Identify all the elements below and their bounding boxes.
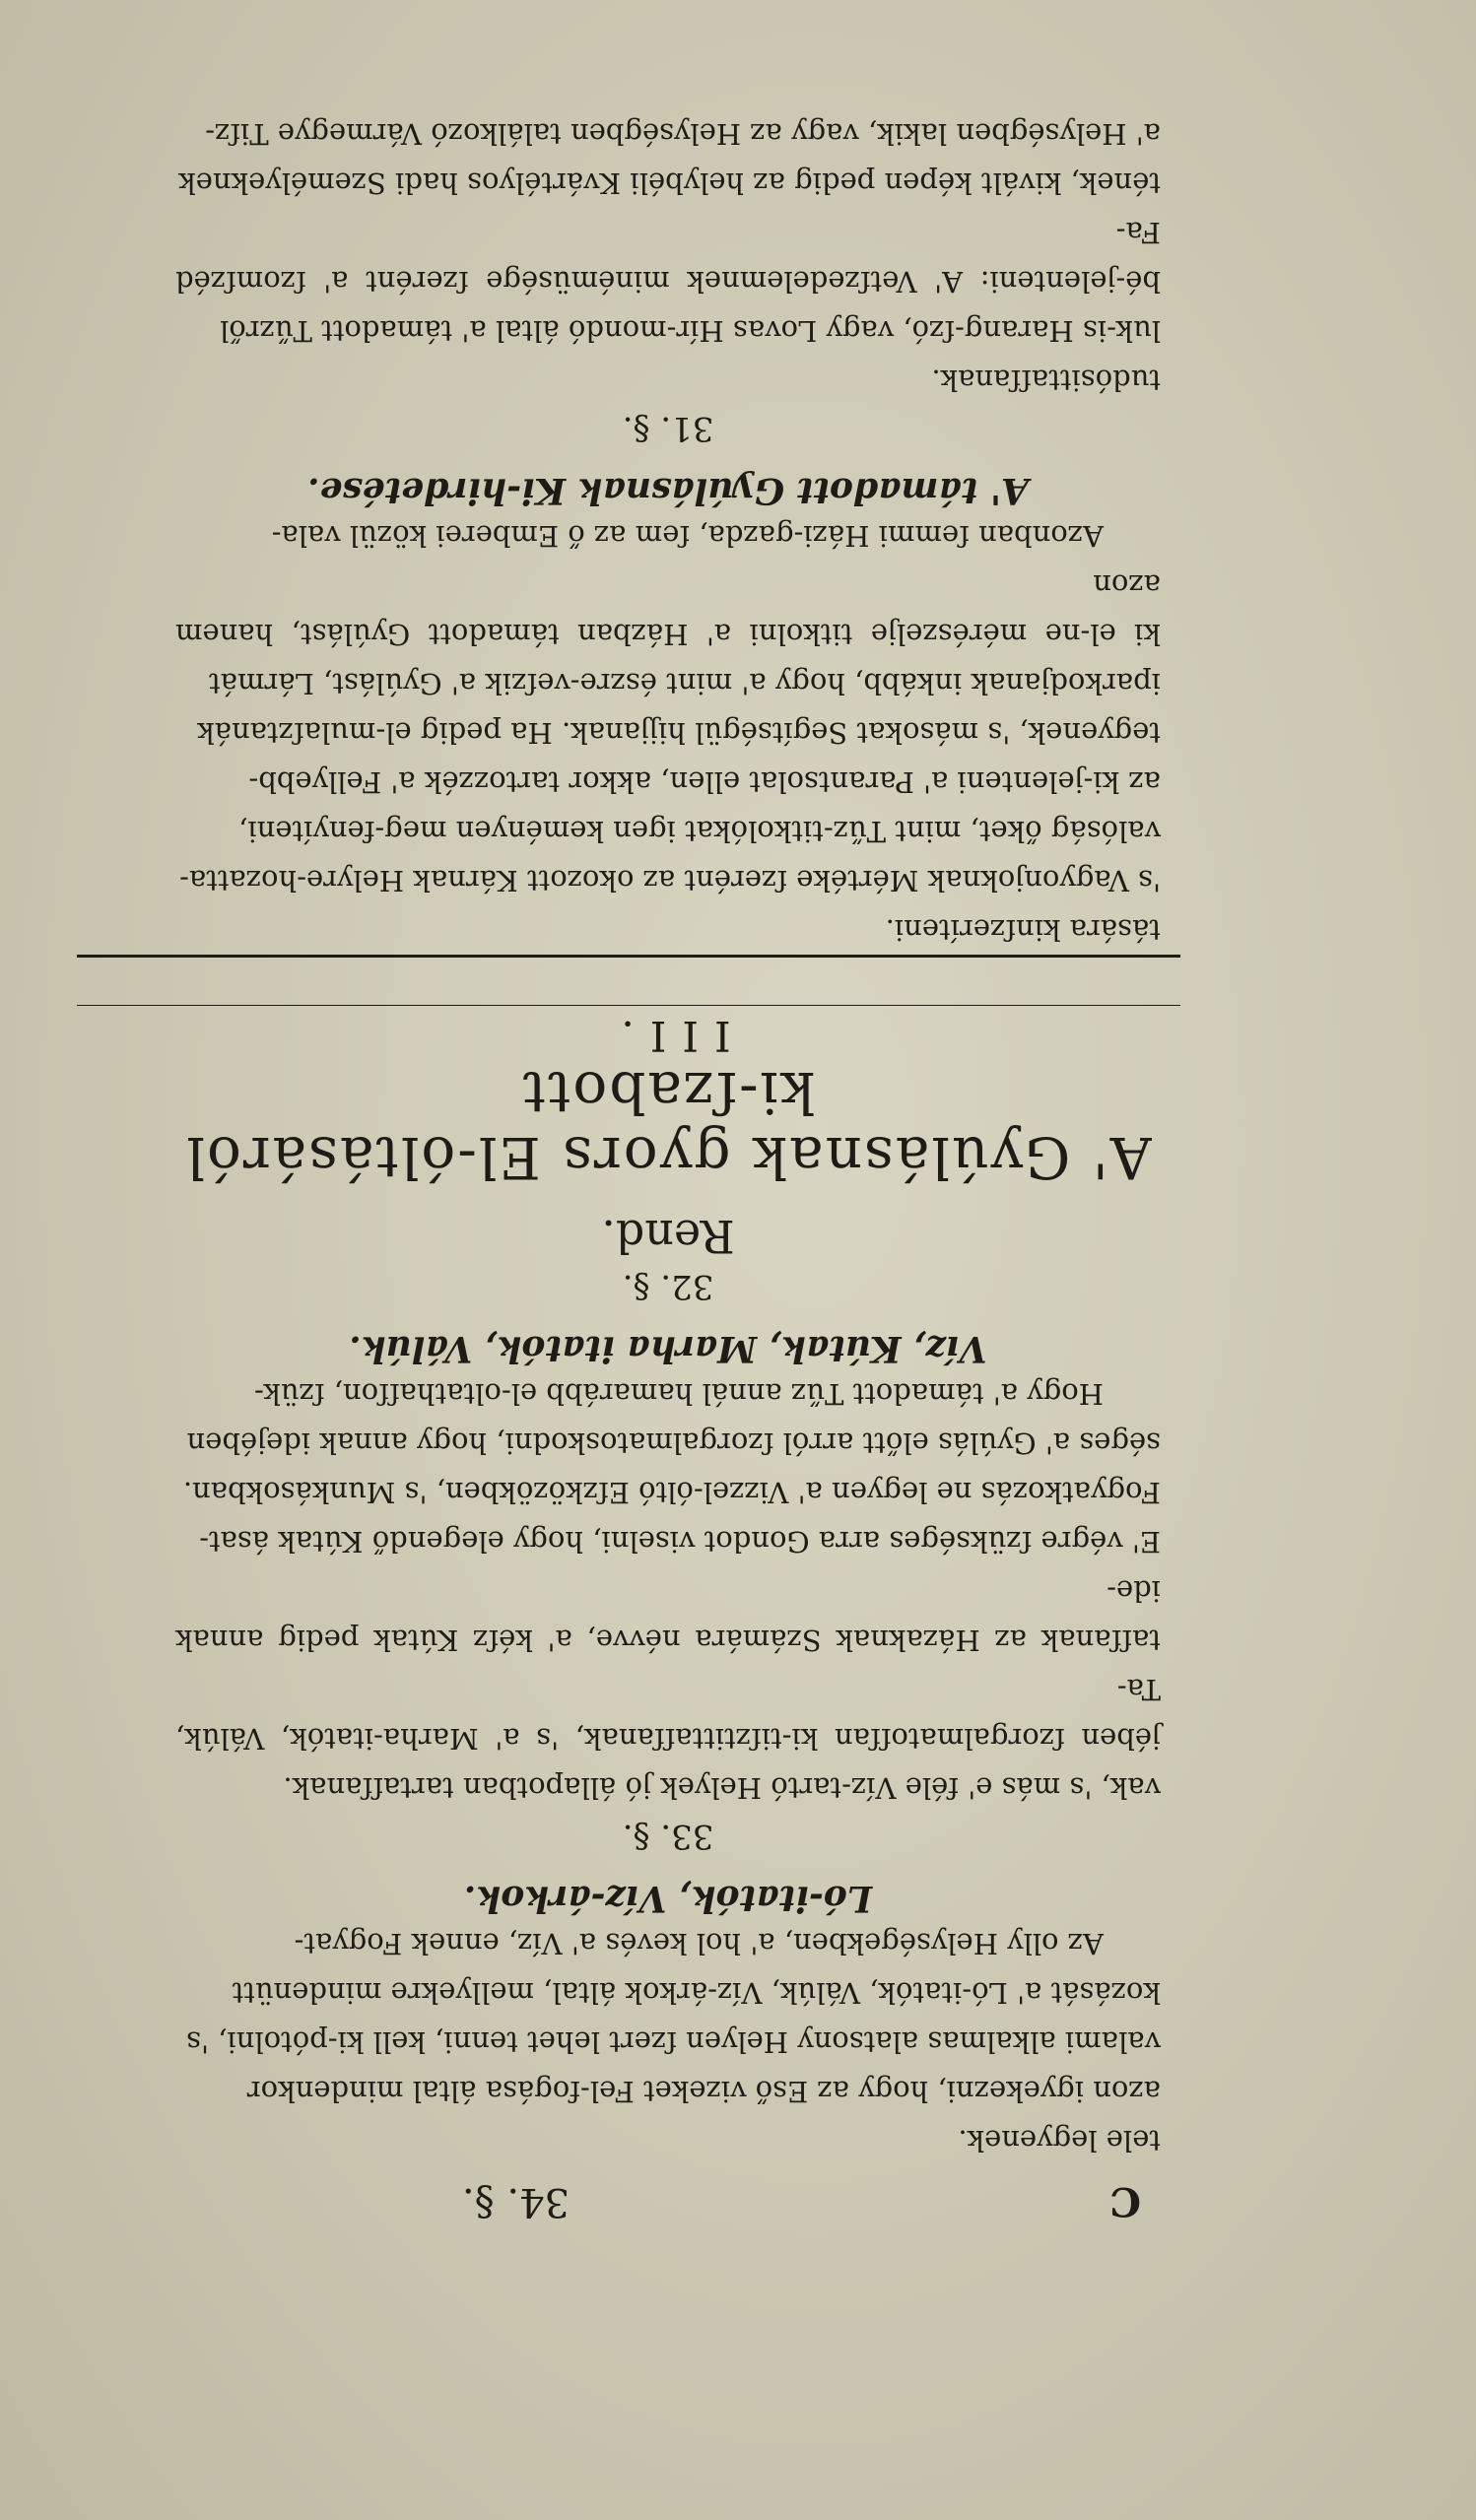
- paragraph-line: tására kinſzeríteni.: [885, 913, 1161, 947]
- divider-thick: [77, 955, 1180, 958]
- divider-thin: [77, 1005, 1180, 1006]
- chapter-subtitle: Rend.: [601, 1210, 735, 1263]
- paragraph-line: 's Vagyonjoknak Mértéke ſzerént az okozott Kárnak Helyre-hozatta-: [179, 864, 1161, 897]
- section-number: 32. §.: [622, 1267, 714, 1306]
- paragraph-line: Hogy a' támadott Tűz annál hamarább el-oltathaſſon, ſzük-: [254, 1377, 1104, 1411]
- paragraph-line: kozását a' Ló-itatók, Válúk, Víz-árkok által, mellyekre mindenütt: [232, 1976, 1161, 2010]
- paragraph-line: Az olly Helységekben, a' hol kevés a' Víz, ennek Fogyat-: [294, 1927, 1104, 1960]
- paragraph-line: valami alkalmas alatsony Helyen ſzert lehet tenni, kell ki-pótolni, 's: [186, 2025, 1161, 2059]
- section-heading: Víz, Kútak, Marha itatók, Válúk.: [349, 1328, 987, 1369]
- paragraph-line: tele legyenek.: [958, 2124, 1161, 2157]
- page-header: [175, 2165, 1161, 2224]
- paragraph-line: iparkodjanak inkább, hogy a' mint észre-veſzik a' Gyúlást, Lármát: [209, 667, 1161, 700]
- paragraph-line: tudósittaſſanak.: [931, 364, 1161, 397]
- paragraph-line: luk-is Harang-ſzó, vagy Lovas Hír-mondó által a' támadott Tűzről: [220, 314, 1161, 348]
- paragraph-line: azon igyekezni, hogy az Eső vizeket Fel-fogása által mindenkor: [246, 2075, 1161, 2108]
- paragraph-line: ki el-ne mérészelje titkolni a' Házban támadott Gyúlást, hanem azon: [175, 568, 1161, 651]
- paragraph-line: vak, 's más e' féle Víz-tartó Helyek jó állapotban tartaſſanak.: [283, 1771, 1161, 1805]
- paragraph-line: bé-jelenteni: A' Vetſzedelemnek minémüsége ſzerént a' ſzomſzéd Fa-: [175, 216, 1161, 298]
- paragraph-line: tének, kivált képen pedig az helybéli Kvártélyos hadi Személyeknek: [178, 166, 1161, 200]
- paragraph-line: valóság őket, mint Tűz-titkolókat igen keményen meg-fenyíteni,: [238, 815, 1161, 848]
- paragraph-line: Azonban ſemmi Házi-gazda, ſem az ő Emberei közül vala-: [271, 519, 1104, 553]
- section-number: 31. §.: [622, 409, 714, 448]
- paragraph-line: E' végre ſzükséges arra Gondot viselni, hogy elegendő Kútak ásat-: [199, 1525, 1161, 1558]
- chapter-number: III.: [605, 1012, 731, 1060]
- paragraph-line: a' Helységben lakik, vagy az Helységben találkozó Vármegye Tiſz-: [205, 117, 1161, 151]
- signature-mark: C: [1109, 2178, 1141, 2224]
- next-section-number: 34. §.: [461, 2179, 570, 2224]
- section-heading: Ló-itatók, Víz-árkok.: [463, 1878, 873, 1919]
- paragraph-line: séges a' Gyúlás előtt arról ſzorgalmatoskodni, hogy annak idejében: [186, 1426, 1161, 1460]
- paragraph-line: az ki-jelenteni a' Parantsolat ellen, akkor tartozzék a' Fellyebb-: [248, 765, 1161, 799]
- paragraph-line: tegyenek, 's másokat Segítségül hijjanak. Ha pedig el-mulaſztanák: [197, 716, 1161, 750]
- paragraph-line: jében ſzorgalmatoſſan ki-tiſztittaſſanak, 's a' Marha-itatók, Válúk, Ta-: [175, 1673, 1161, 1756]
- section-heading: A' támadott Gyúlásnak Ki-hirdetése.: [307, 470, 1029, 511]
- paragraph-line: Fogyatkozás ne legyen a' Vizzel-óltó Eſzközökben, 's Munkásokban.: [182, 1476, 1161, 1509]
- paragraph-line: taſſanak az Házaknak Számára névve, a' kéſz Kútak pedig annak ide-: [175, 1574, 1161, 1657]
- section-number: 33. §.: [622, 1817, 714, 1856]
- chapter-title: A' Gyúlásnak gyors El-óltásáról ki-ſzabott: [184, 1059, 1152, 1191]
